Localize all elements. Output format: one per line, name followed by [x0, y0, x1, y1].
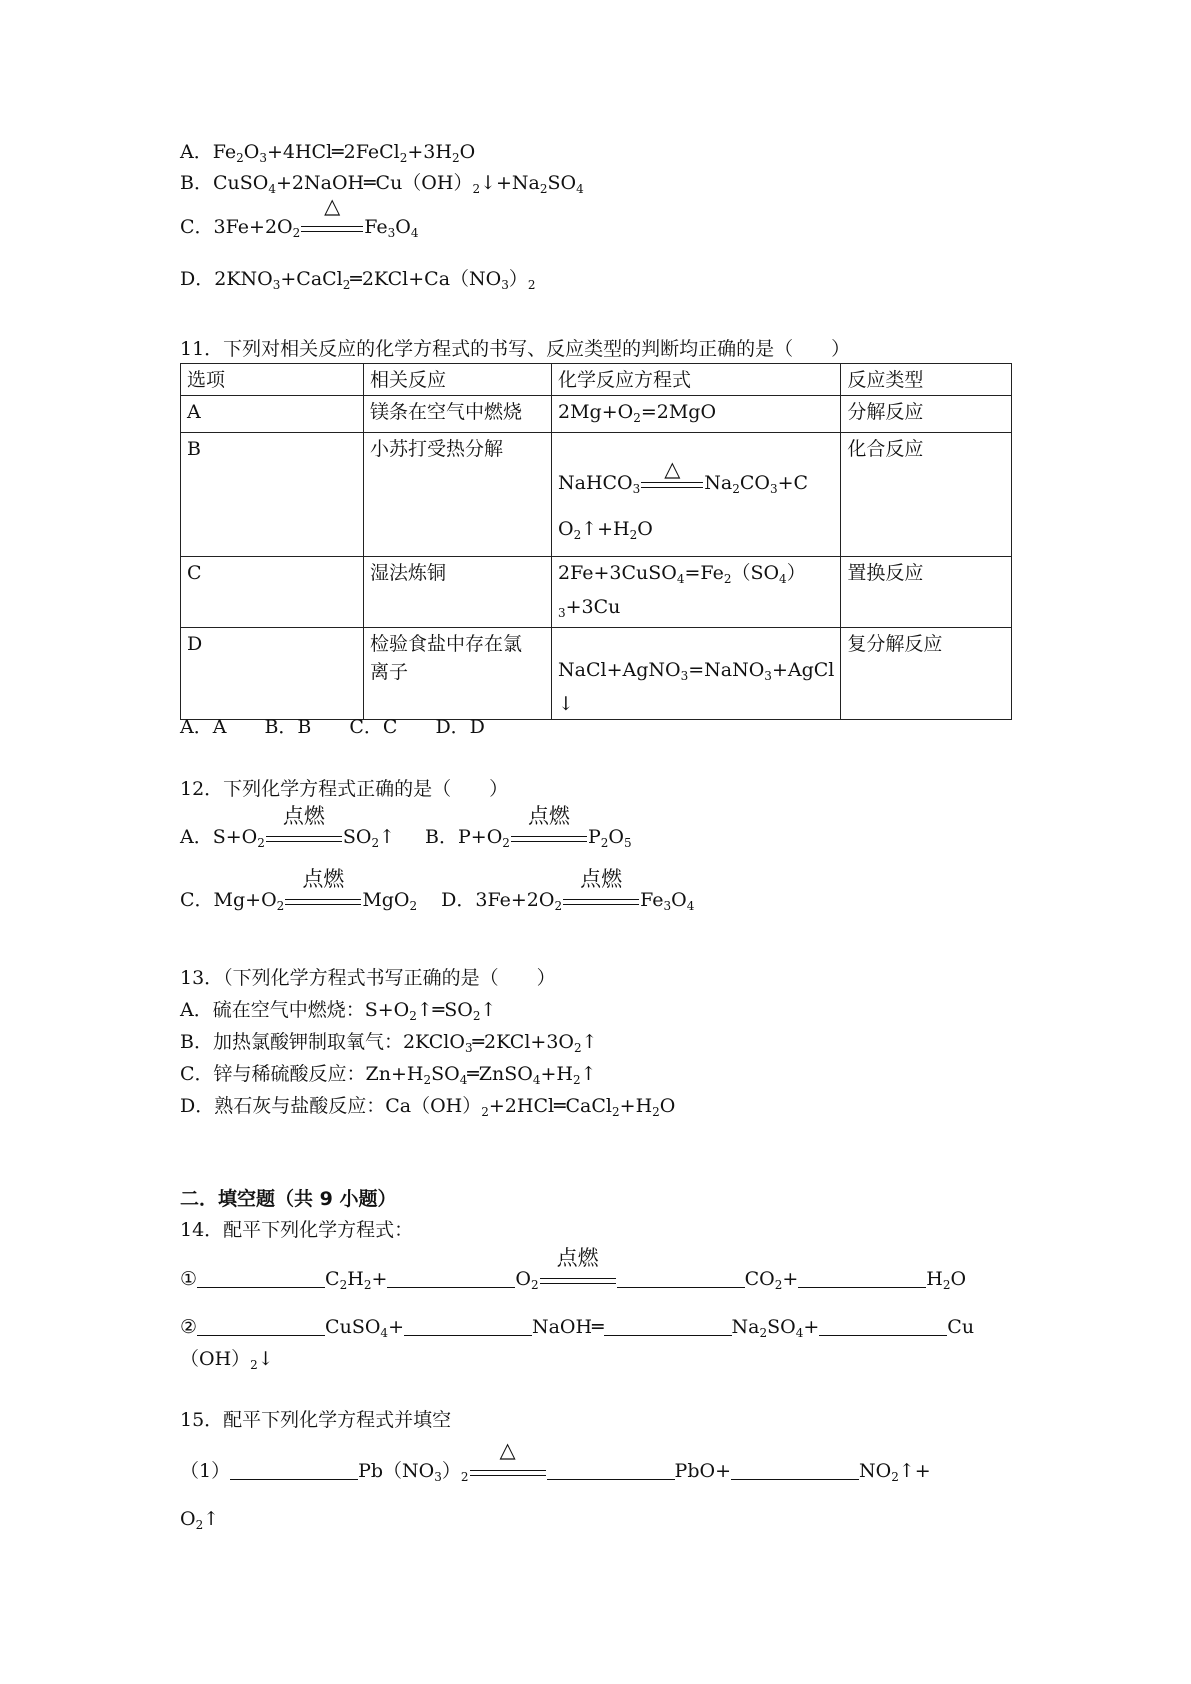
reaction-condition-equals — [511, 804, 587, 849]
reaction-condition-equals — [285, 867, 361, 912]
coefficient-blank — [731, 1459, 859, 1480]
subscript: 4 — [795, 1326, 804, 1340]
formula-text: NaCl+AgNO — [558, 659, 681, 681]
q10-option-d — [180, 266, 536, 298]
formula-text: +4HCl═2FeCl — [266, 141, 400, 163]
subscript: 2 — [472, 1009, 481, 1023]
option-label: B． — [180, 1031, 213, 1053]
q15-equation-1 — [180, 1438, 931, 1490]
formula-text: =2MgO — [640, 401, 717, 423]
subscript: 2 — [236, 151, 244, 165]
q13-option-b — [180, 1029, 598, 1061]
table-row — [181, 396, 1012, 433]
formula-text: ═2KCl+Ca（NO — [350, 268, 502, 290]
coefficient-blank — [617, 1267, 745, 1288]
formula-text: 3Fe+2O — [213, 216, 293, 238]
subscript: 4 — [268, 182, 276, 196]
table-cell — [552, 557, 841, 628]
reaction-condition-equals — [266, 804, 342, 849]
subscript: 2 — [732, 482, 740, 496]
subscript: 3 — [259, 151, 267, 165]
formula-text: P — [587, 826, 601, 848]
formula-text: Na — [731, 1316, 760, 1338]
table-cell: A — [181, 396, 364, 433]
coefficient-blank — [798, 1267, 926, 1288]
table-cell: 小苏打受热分解 — [364, 433, 552, 557]
subscript: 2 — [363, 1278, 372, 1292]
equation-number: ① — [180, 1268, 198, 1290]
table-cell: 分解反应 — [841, 396, 1012, 433]
reaction-condition-equals — [301, 194, 363, 239]
formula-text: （OH） — [180, 1348, 251, 1370]
formula-text: ↓ — [257, 1348, 274, 1370]
formula-text: ↑ — [379, 826, 396, 848]
formula-text: O — [671, 889, 687, 911]
coefficient-blank — [230, 1459, 358, 1480]
subscript: 4 — [380, 1326, 389, 1340]
subscript: 3 — [663, 899, 672, 913]
q11-table — [180, 363, 1012, 720]
table-cell: 置换反应 — [841, 557, 1012, 628]
coefficient-blank — [404, 1315, 532, 1336]
subscript: 2 — [759, 1326, 768, 1340]
subscript: 2 — [723, 572, 732, 586]
heat-condition-icon: △ — [324, 194, 341, 218]
table-row — [181, 433, 1012, 557]
table-cell: 复分解反应 — [841, 628, 1012, 720]
subscript: 2 — [600, 836, 609, 850]
option-label: A． — [180, 141, 213, 163]
subscript: 2 — [292, 226, 301, 240]
formula-text: O — [459, 141, 476, 163]
formula-text: O — [659, 1095, 676, 1117]
subscript: 2 — [502, 836, 510, 850]
subscript: 3 — [558, 606, 566, 620]
subscript: 2 — [612, 1105, 620, 1119]
coefficient-blank — [387, 1267, 515, 1288]
subscript: 2 — [629, 528, 638, 542]
formula-text: ↑ — [580, 1063, 597, 1085]
table-cell: C — [181, 557, 364, 628]
table-cell: B — [181, 433, 364, 557]
reaction-condition-equals — [563, 867, 639, 912]
formula-text: + — [803, 1316, 820, 1338]
subscript: 2 — [891, 1470, 899, 1484]
formula-text: ↑═SO — [416, 999, 473, 1021]
formula-text: 2Mg+O — [558, 401, 634, 423]
ignite-condition: 点燃 — [556, 1246, 599, 1270]
subscript: 3 — [770, 482, 778, 496]
formula-text: SO — [767, 1316, 796, 1338]
formula-text: ↑+H — [581, 518, 630, 540]
q15-equation-1-cont — [180, 1506, 219, 1538]
q14-stem: 14．配平下列化学方程式： — [180, 1219, 414, 1241]
formula-text: CuSO — [325, 1316, 381, 1338]
formula-text: O — [558, 518, 574, 540]
option-label: C． — [180, 889, 214, 911]
table-cell: 湿法炼铜 — [364, 557, 552, 628]
subscript: 4 — [576, 182, 584, 196]
formula-text: NO — [859, 1460, 892, 1482]
formula-text: ↑ — [203, 1508, 220, 1530]
formula-text: ） — [786, 562, 806, 584]
subscript: 3 — [632, 482, 641, 496]
table-cell — [552, 396, 841, 433]
subscript: 2 — [530, 1278, 539, 1292]
subscript: 2 — [572, 1073, 581, 1087]
formula-line: ↓ — [558, 693, 574, 715]
formula-text: CuSO — [212, 172, 269, 194]
formula-text: Cu — [947, 1316, 975, 1338]
coefficient-blank — [197, 1267, 325, 1288]
formula-line — [558, 656, 834, 690]
option-label: B． — [425, 826, 459, 848]
formula-text: ↑ — [480, 999, 497, 1021]
formula-line — [558, 559, 834, 593]
coefficient-blank — [604, 1315, 732, 1336]
formula-line — [558, 593, 834, 627]
table-row — [181, 557, 1012, 628]
reaction-condition-equals — [540, 1246, 616, 1291]
option-label: D． — [180, 1095, 215, 1117]
q13-option-a — [180, 997, 496, 1029]
q13-option-c — [180, 1061, 597, 1093]
subscript: 2 — [250, 1358, 258, 1372]
table-cell — [552, 433, 841, 557]
reaction-condition-equals — [470, 1438, 546, 1483]
formula-text: ═2KCl+3O — [472, 1031, 574, 1053]
subscript: 2 — [371, 836, 380, 850]
subscript: 2 — [399, 151, 408, 165]
formula-text: Fe — [212, 141, 237, 163]
subscript: 3 — [434, 1470, 442, 1484]
q13-option-d — [180, 1093, 675, 1125]
formula-text: ） — [441, 1460, 461, 1482]
subscript: 4 — [779, 572, 787, 586]
option-label: C． — [180, 216, 214, 238]
formula-text: （SO — [731, 562, 780, 584]
subscript: 5 — [623, 836, 632, 850]
subscript: 2 — [554, 899, 563, 913]
formula-text: + — [782, 1268, 799, 1290]
formula-text: +H — [540, 1063, 573, 1085]
subscript: 2 — [942, 1278, 951, 1292]
q10-option-c — [180, 194, 419, 246]
subscript: 3 — [680, 669, 689, 683]
formula-text: 3Fe+2O — [475, 889, 555, 911]
option-label: D． — [441, 889, 476, 911]
subscript: 2 — [409, 899, 418, 913]
coefficient-blank — [547, 1459, 675, 1480]
q10-option-a — [180, 139, 475, 171]
table-header: 反应类型 — [841, 364, 1012, 396]
formula-text: O — [180, 1508, 196, 1530]
ignite-condition: 点燃 — [282, 804, 325, 828]
formula-text: Pb（NO — [358, 1460, 435, 1482]
formula-text: H — [926, 1268, 943, 1290]
subscript: 2 — [460, 1470, 469, 1484]
subscript: 3 — [272, 278, 281, 292]
formula-text: ↓+Na — [480, 172, 540, 194]
formula-text: 硫在空气中燃烧：S+O — [212, 999, 410, 1021]
formula-text: =NaNO — [688, 659, 765, 681]
subscript: 3 — [464, 1041, 473, 1055]
q12-options-ab — [180, 804, 632, 856]
formula-text: P+O — [458, 826, 503, 848]
subscript: 3 — [387, 226, 396, 240]
q14-equation-2-cont — [180, 1346, 274, 1378]
formula-text: Fe — [364, 216, 388, 238]
formula-text: NaOH═ — [531, 1316, 604, 1338]
formula-text: SO — [342, 826, 372, 848]
q12-stem: 12．下列化学方程式正确的是（ ） — [180, 778, 509, 800]
formula-line — [558, 457, 834, 509]
q14-equation-1 — [180, 1246, 967, 1298]
subscript: 4 — [532, 1073, 541, 1087]
formula-text: 锌与稀硫酸反应：Zn+H — [213, 1063, 424, 1085]
section-title: 二．填空题（共 9 小题） — [180, 1188, 397, 1210]
table-row — [181, 628, 1012, 720]
formula-text: O — [608, 826, 624, 848]
equation-number: ② — [180, 1316, 198, 1338]
subscript: 4 — [459, 1073, 468, 1087]
q11-choices: A．A B．B C．C D．D — [180, 716, 485, 738]
formula-text: SO — [431, 1063, 460, 1085]
formula-text: O — [515, 1268, 531, 1290]
formula-text: 熟石灰与盐酸反应：Ca（OH） — [214, 1095, 482, 1117]
heat-condition-icon: △ — [664, 457, 681, 481]
subscript: 2 — [539, 182, 548, 196]
subscript: 2 — [339, 1278, 348, 1292]
subscript: 2 — [481, 1105, 489, 1119]
option-label: A． — [180, 826, 213, 848]
q14-equation-2 — [180, 1314, 974, 1346]
q10-option-b — [180, 170, 584, 202]
subscript: 3 — [764, 669, 772, 683]
q15-stem: 15．配平下列化学方程式并填空 — [180, 1409, 452, 1431]
formula-text: PbO+ — [674, 1460, 731, 1482]
formula-text: +2HCl═CaCl — [488, 1095, 613, 1117]
formula-text: SO — [547, 172, 577, 194]
formula-text: 2KNO — [214, 268, 273, 290]
ignite-condition: 点燃 — [527, 804, 570, 828]
formula-text: + — [371, 1268, 388, 1290]
table-cell: 化合反应 — [841, 433, 1012, 557]
table-cell: D — [181, 628, 364, 720]
formula-text: ═ZnSO — [467, 1063, 533, 1085]
formula-line — [558, 509, 834, 555]
subscript: 2 — [633, 411, 641, 425]
formula-text: +C — [777, 472, 809, 494]
formula-text: C — [325, 1268, 340, 1290]
subscript: 3 — [501, 278, 509, 292]
subscript: 2 — [276, 899, 285, 913]
option-label: D． — [180, 268, 215, 290]
cell-text: 检验食盐中存在氯 — [370, 633, 523, 655]
table-header: 相关反应 — [364, 364, 552, 396]
cell-text: 离子 — [370, 661, 409, 683]
formula-text: +AgCl — [771, 659, 835, 681]
formula-text: H — [347, 1268, 364, 1290]
subscript: 2 — [257, 836, 265, 850]
formula-text: +2NaOH═Cu（OH） — [275, 172, 473, 194]
subscript: 2 — [472, 182, 481, 196]
q11-stem: 11．下列对相关反应的化学方程式的书写、反应类型的判断均正确的是（ ） — [180, 338, 851, 360]
subscript: 2 — [527, 278, 536, 292]
formula-text: ） — [508, 268, 528, 290]
subscript: 2 — [573, 528, 582, 542]
ignite-condition: 点燃 — [580, 867, 623, 891]
heat-condition-icon: △ — [499, 1438, 516, 1462]
subscript: 4 — [686, 899, 695, 913]
table-cell — [552, 628, 841, 720]
formula-text: Fe — [640, 889, 664, 911]
table-header: 选项 — [181, 364, 364, 396]
formula-text: + — [388, 1316, 404, 1338]
table-cell — [364, 628, 552, 720]
subscript: 2 — [574, 1041, 582, 1055]
formula-text: 加热氯酸钾制取氧气：2KClO — [212, 1031, 465, 1053]
formula-text: +3Cu — [565, 596, 621, 618]
subscript: 2 — [423, 1073, 432, 1087]
formula-text: +CaCl — [280, 268, 343, 290]
subscript: 2 — [195, 1518, 204, 1532]
option-label: A． — [180, 999, 213, 1021]
subscript: 2 — [652, 1105, 660, 1119]
subscript: 2 — [774, 1278, 783, 1292]
equation-number: （1） — [180, 1460, 231, 1482]
formula-text: 2Fe+3CuSO — [558, 562, 677, 584]
formula-text: S+O — [212, 826, 258, 848]
formula-text: NaHCO — [558, 472, 633, 494]
formula-text: O — [243, 141, 260, 163]
subscript: 2 — [342, 278, 351, 292]
formula-text: CO — [744, 1268, 775, 1290]
formula-text: =Fe — [684, 562, 724, 584]
table-header-row — [181, 364, 1012, 396]
formula-text: Mg+O — [213, 889, 277, 911]
formula-text: Na — [704, 472, 733, 494]
option-label: B． — [180, 172, 213, 194]
option-label: C． — [180, 1063, 214, 1085]
table-cell: 镁条在空气中燃烧 — [364, 396, 552, 433]
formula-text: CO — [739, 472, 770, 494]
q13-stem: 13．（下列化学方程式书写正确的是（ ） — [180, 967, 556, 989]
reaction-condition-equals — [641, 457, 703, 495]
formula-text: +H — [619, 1095, 653, 1117]
formula-text: ↑ — [581, 1031, 598, 1053]
formula-text: +3H — [407, 141, 452, 163]
formula-text: O — [637, 518, 653, 540]
formula-text: O — [950, 1268, 967, 1290]
coefficient-blank — [197, 1315, 325, 1336]
formula-text: MgO — [362, 889, 410, 911]
formula-text: ↑+ — [898, 1460, 931, 1482]
formula-text: O — [395, 216, 411, 238]
subscript: 4 — [676, 572, 685, 586]
subscript: 4 — [410, 226, 419, 240]
table-header: 化学反应方程式 — [552, 364, 841, 396]
coefficient-blank — [819, 1315, 947, 1336]
subscript: 2 — [451, 151, 460, 165]
subscript: 2 — [409, 1009, 417, 1023]
q12-options-cd — [180, 867, 695, 919]
ignite-condition: 点燃 — [302, 867, 345, 891]
